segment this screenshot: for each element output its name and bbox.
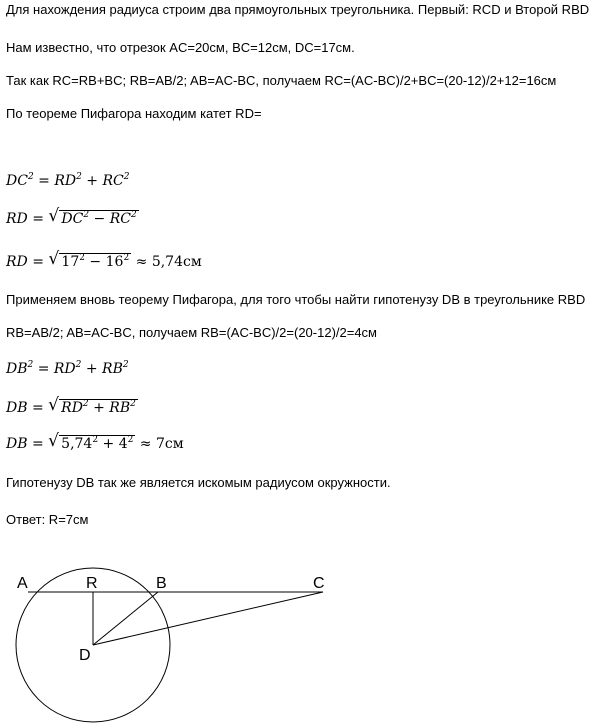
equation-rd-value: RD = √ $17^2 - 16^2 \approx 5,74см$	[6, 249, 202, 270]
text-line-7: Гипотенузу DB так же является искомым радиусом окружности.	[6, 475, 391, 490]
label-c: C	[313, 575, 325, 592]
label-r: R	[86, 575, 98, 592]
equation-db-formula: DB = √ $RD^2 + RB^2$	[6, 395, 136, 416]
text-line-6: RB=AB/2; AB=AC-BC, получаем RB=(AC-BC)/2=(20-12)/2=4см	[6, 325, 377, 340]
label-a: A	[17, 575, 28, 592]
text-line-3: Так как RC=RB+BC; RB=AB/2; AB=AC-BC, получаем RC=(AC-BC)/2+BC=(20-12)/2+12=16см	[6, 73, 557, 88]
text-line-4: По теореме Пифагора находим катет RD=	[6, 106, 262, 121]
text-line-5: Применяем вновь теорему Пифагора, для того чтобы найти гипотенузу DB в треугольнике RBD	[6, 292, 586, 307]
segment-dc	[93, 592, 323, 645]
label-b: B	[156, 575, 167, 592]
text-line-1: Для нахождения радиуса строим два прямоугольных треугольника. Первый: RCD и Второй RBD	[6, 2, 590, 17]
equation-db-value: DB = √ $5,74^2 + 4^2 \approx 7см$	[6, 431, 184, 452]
text-line-8: Ответ: R=7см	[6, 512, 89, 527]
equation-db-squared: $DB^2 = RD^2 + RB^2$	[6, 360, 129, 377]
equation-dc-squared: $DC^2 = RD^2 + RC^2$	[6, 172, 130, 189]
equation-rd-formula: RD = √ $DC^2 - RC^2$	[6, 206, 137, 227]
text-line-2: Нам известно, что отрезок AC=20см, BC=12см, DC=17см.	[6, 40, 355, 55]
label-d: D	[79, 647, 91, 664]
